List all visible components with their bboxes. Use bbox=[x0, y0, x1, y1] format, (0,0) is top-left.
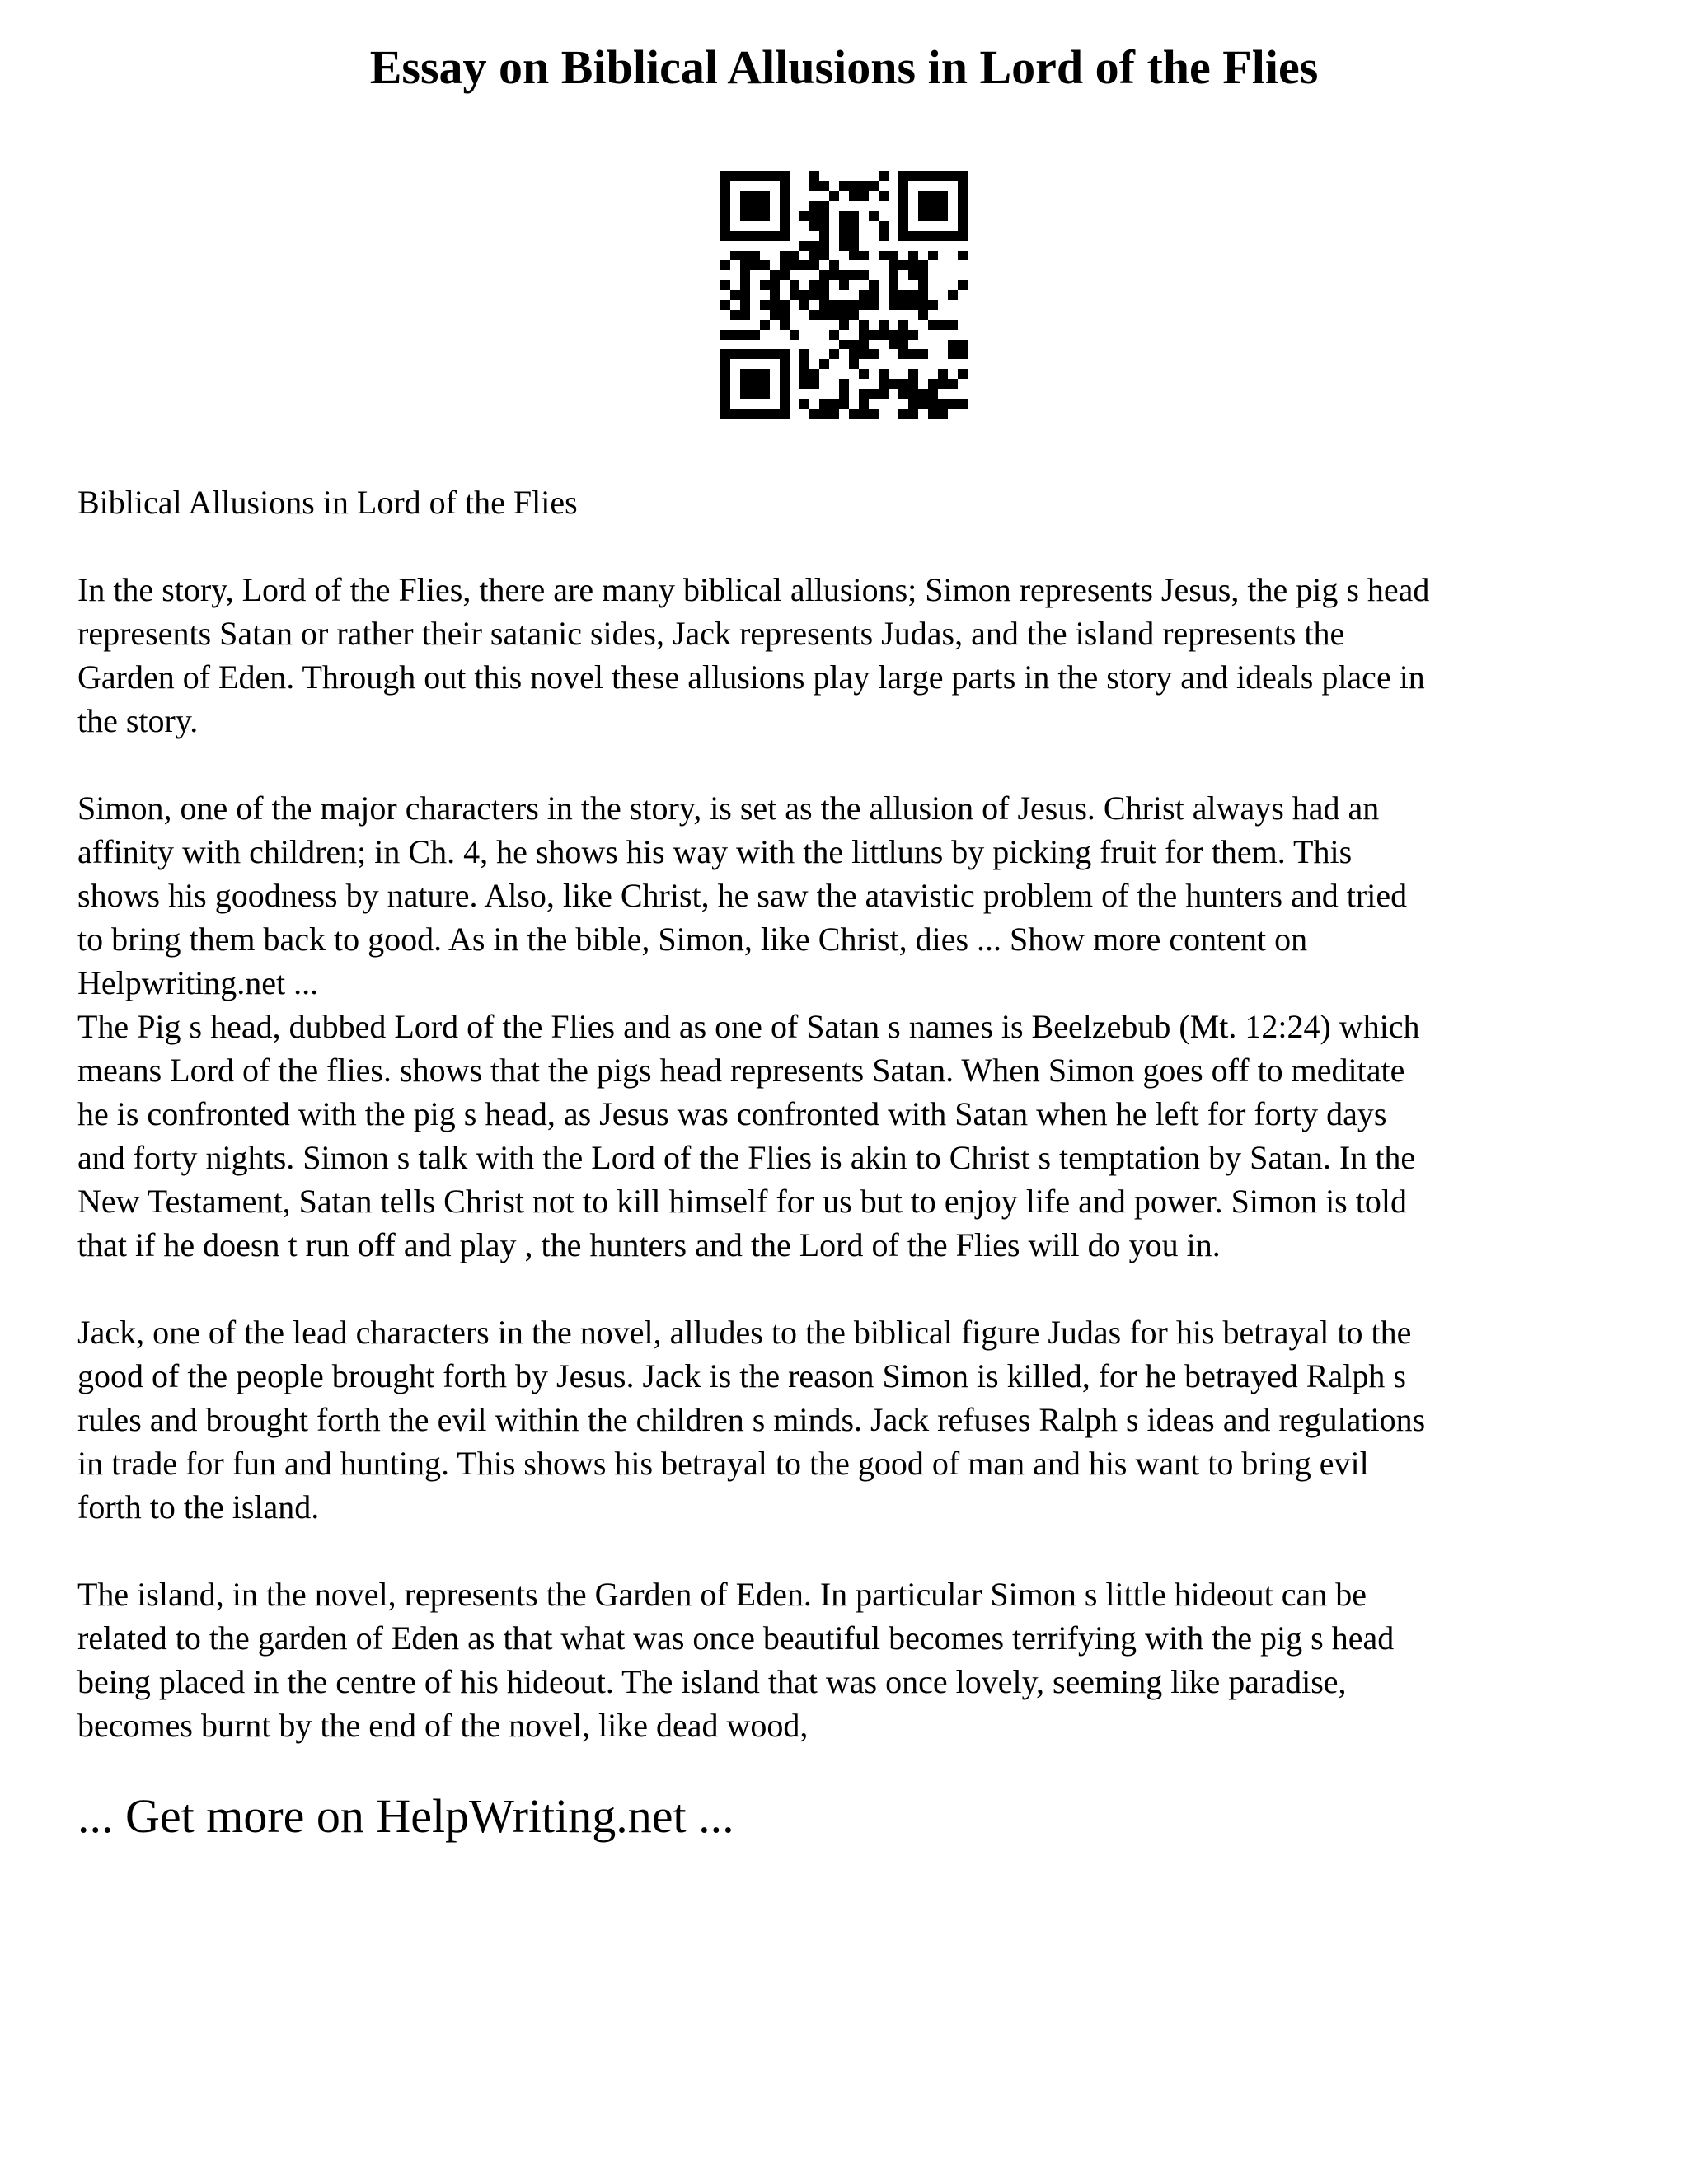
paragraph-island bbox=[77, 1572, 1627, 1747]
text-line: in trade for fun and hunting. This shows his betrayal to the good of man and his want to bring evil bbox=[77, 1445, 1369, 1482]
qr-code-icon bbox=[720, 171, 968, 419]
text-line: he is confronted with the pig s head, as Jesus was confronted with Satan when he left for forty days bbox=[77, 1095, 1387, 1132]
text-line: related to the garden of Eden as that what was once beautiful becomes terrifying with the pig s head bbox=[77, 1619, 1395, 1657]
text-line: The Pig s head, dubbed Lord of the Flies and as one of Satan s names is Beelzebub (Mt. 12:24) which bbox=[77, 1008, 1420, 1045]
get-more-link[interactable]: ... Get more on HelpWriting.net ... bbox=[77, 1789, 734, 1843]
text-line: becomes burnt by the end of the novel, like dead wood, bbox=[77, 1707, 809, 1744]
text-line: to bring them back to good. As in the bible, Simon, like Christ, dies ... Show more content on bbox=[77, 921, 1308, 958]
text-line: New Testament, Satan tells Christ not to kill himself for us but to enjoy life and power. Simon is told bbox=[77, 1183, 1407, 1220]
text-line: Garden of Eden. Through out this novel these allusions play large parts in the story and ideals place in bbox=[77, 658, 1425, 696]
text-line: In the story, Lord of the Flies, there are many biblical allusions; Simon represents Jesus, the pig s head bbox=[77, 571, 1430, 608]
text-line: being placed in the centre of his hideout. The island that was once lovely, seeming like paradise, bbox=[77, 1663, 1347, 1700]
text-line: forth to the island. bbox=[77, 1488, 320, 1526]
text-line: represents Satan or rather their satanic sides, Jack represents Judas, and the island represents the bbox=[77, 615, 1345, 652]
subtitle: Biblical Allusions in Lord of the Flies bbox=[77, 484, 578, 521]
paragraph-jack bbox=[77, 1310, 1627, 1529]
text-line: means Lord of the flies. shows that the pigs head represents Satan. When Simon goes off to meditate bbox=[77, 1052, 1405, 1089]
paragraph-simon bbox=[77, 786, 1627, 1267]
text-line: affinity with children; in Ch. 4, he shows his way with the littluns by picking fruit for them. This bbox=[77, 833, 1353, 870]
text-line: Jack, one of the lead characters in the novel, alludes to the biblical figure Judas for his betrayal to the bbox=[77, 1314, 1412, 1351]
text-line: the story. bbox=[77, 702, 199, 739]
text-line: Simon, one of the major characters in the story, is set as the allusion of Jesus. Christ always had an bbox=[77, 790, 1380, 827]
text-line: good of the people brought forth by Jesus. Jack is the reason Simon is killed, for he betrayed Ralph s bbox=[77, 1357, 1406, 1394]
text-line: rules and brought forth the evil within the children s minds. Jack refuses Ralph s ideas and regulations bbox=[77, 1401, 1426, 1438]
text-line: that if he doesn t run off and play , the hunters and the Lord of the Flies will do you in. bbox=[77, 1226, 1221, 1263]
text-line: and forty nights. Simon s talk with the Lord of the Flies is akin to Christ s temptation by Satan. In the bbox=[77, 1139, 1416, 1176]
document-title: Essay on Biblical Allusions in Lord of the Flies bbox=[369, 40, 1319, 94]
document-body bbox=[77, 480, 1627, 1747]
paragraph-intro bbox=[77, 568, 1627, 743]
text-line: The island, in the novel, represents the Garden of Eden. In particular Simon s little hideout can be bbox=[77, 1576, 1367, 1613]
text-line: shows his goodness by nature. Also, like Christ, he saw the atavistic problem of the hunters and tried bbox=[77, 877, 1408, 914]
text-line: Helpwriting.net ... bbox=[77, 964, 319, 1001]
